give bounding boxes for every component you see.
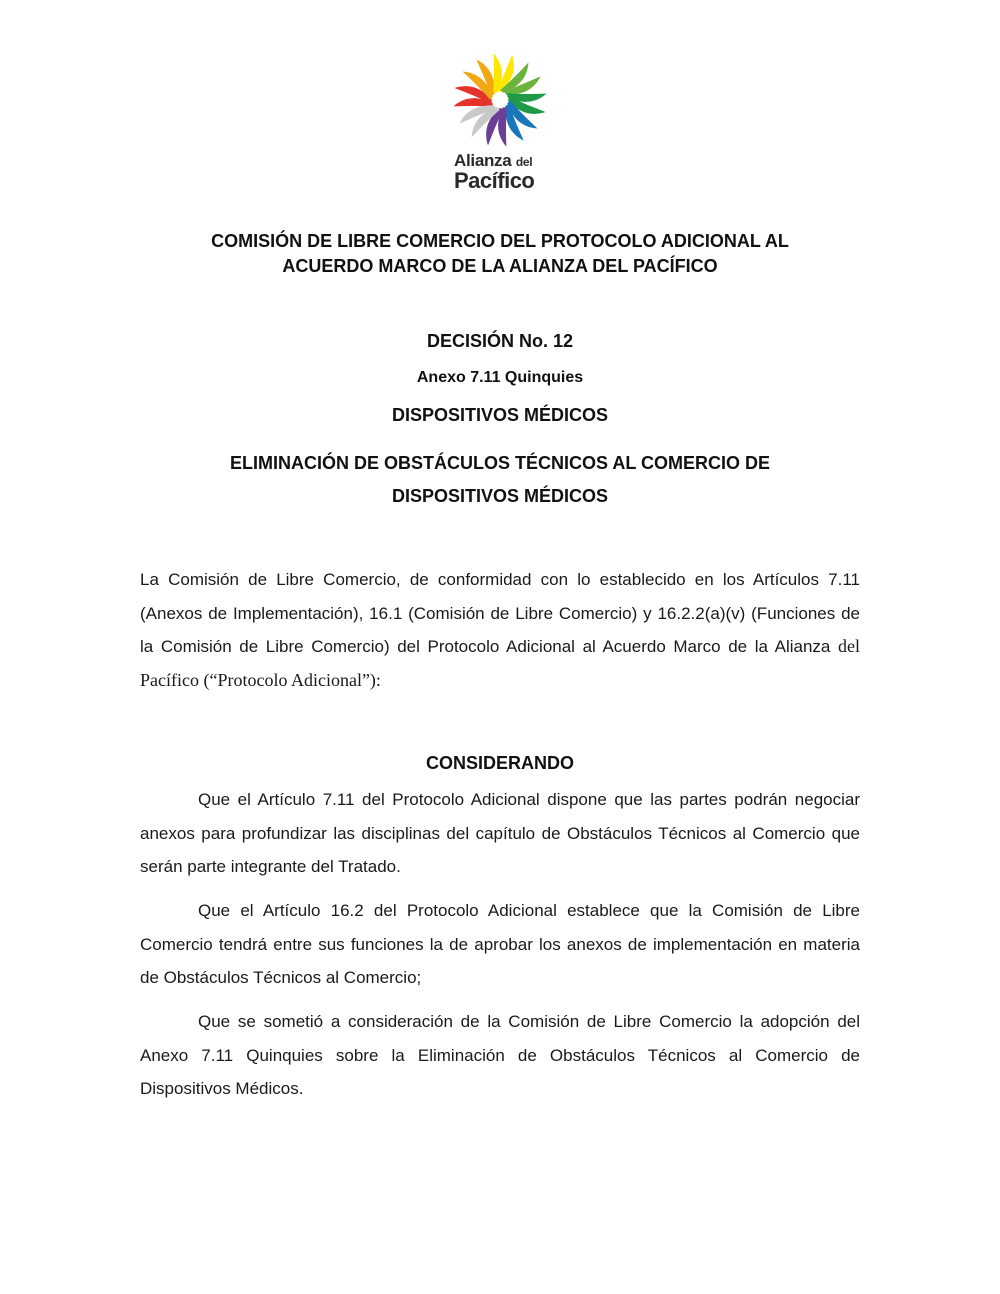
logo-word-alianza: Alianza xyxy=(454,151,512,170)
document-title xyxy=(100,229,900,279)
considerando-paragraph-3: Que se sometió a consideración de la Comisión de Libre Comercio la adopción del Anexo 7.11 Quinquies sobre la Eliminación de Obstáculos Técnicos al Comercio de Dispositivos Médicos. xyxy=(140,1012,860,1098)
logo-word-pacifico: Pacífico xyxy=(454,168,535,193)
intro-text-end: del Pacífico (“Protocolo Adicional”): xyxy=(140,636,860,690)
intro-paragraph xyxy=(140,563,860,697)
alianza-pacifico-logo xyxy=(440,50,560,200)
anexo-label: Anexo 7.11 Quinquies xyxy=(416,369,584,386)
logo-wordmark xyxy=(454,152,564,192)
title-line-2: ACUERDO MARCO DE LA ALIANZA DEL PACÍFICO xyxy=(282,256,718,276)
decision-number: DECISIÓN No. 12 xyxy=(426,331,574,351)
pinwheel-logo-icon xyxy=(450,50,550,150)
subject-heading: DISPOSITIVOS MÉDICOS xyxy=(391,405,609,425)
title-line-1: COMISIÓN DE LIBRE COMERCIO DEL PROTOCOLO ADICIONAL AL xyxy=(211,231,789,251)
considerando-paragraph-2: Que el Artículo 16.2 del Protocolo Adicional establece que la Comisión de Libre Comercio tendrá entre sus funciones la de aprobar los anexos de implementación en materia de Obstáculos Técnicos al Comercio; xyxy=(140,901,860,987)
main-heading-line-1: ELIMINACIÓN DE OBSTÁCULOS TÉCNICOS AL COMERCIO DE xyxy=(229,453,771,473)
considerando-heading: CONSIDERANDO xyxy=(425,753,574,773)
main-heading-line-2: DISPOSITIVOS MÉDICOS xyxy=(391,486,609,506)
main-heading xyxy=(100,447,900,513)
intro-text: La Comisión de Libre Comercio, de conformidad con lo establecido en los Artículos 7.11 (Anexos de Implementación), 16.1 (Comisión de Libre Comercio) y 16.2.2(a)(v) (Funciones de la Comisión de Libre Comercio) del Protocolo Adicional al Acuerdo Marco de la Alianza xyxy=(140,570,860,656)
considerando-paragraph-1: Que el Artículo 7.11 del Protocolo Adicional dispone que las partes podrán negociar anexos para profundizar las disciplinas del capítulo de Obstáculos Técnicos al Comercio que serán parte integrante del Tratado. xyxy=(140,790,860,876)
logo-word-del: del xyxy=(515,155,533,169)
